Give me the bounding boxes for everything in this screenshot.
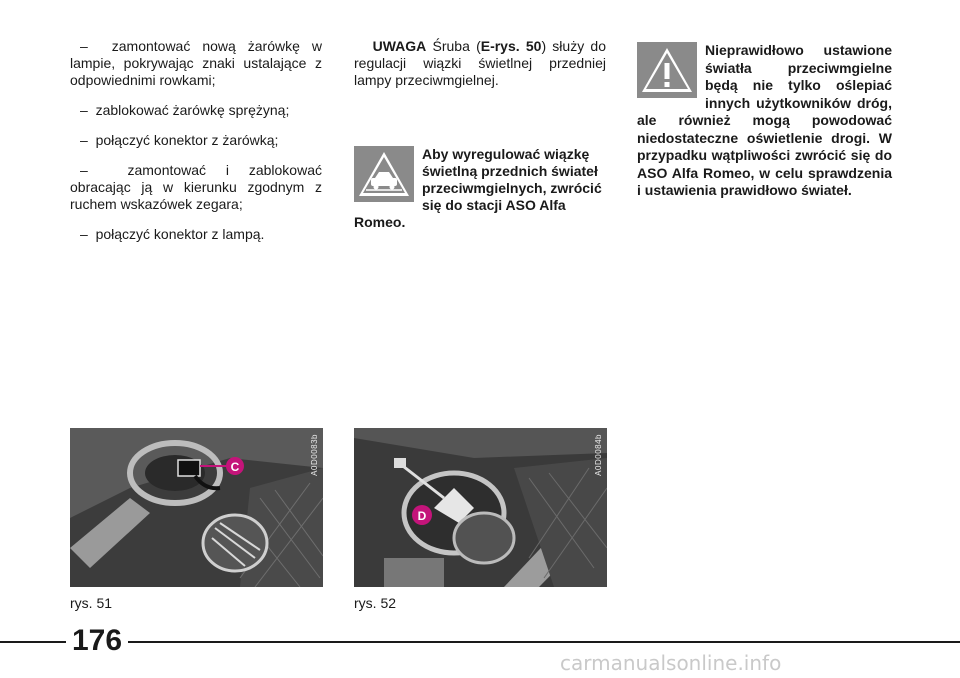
page-footer-rule — [0, 641, 960, 643]
figure-52-photo — [354, 428, 607, 587]
page-number: 176 — [66, 624, 128, 658]
note-paragraph: UWAGA Śruba (E-rys. 50) służy do regulacji wiązki świetlnej przedniej lampy przeciwmgielnej. — [354, 38, 606, 88]
fog-light-adjuster-illustration — [354, 428, 607, 587]
warning-triangle-icon — [637, 42, 697, 98]
step-item: – zamontować nową żarówkę w lampie, pokrywając znaki ustalające z odpowiednimi rowkami; — [70, 38, 322, 88]
bulb-connector-illustration — [70, 428, 323, 587]
step-item: – połączyć konektor z lampą. — [80, 226, 265, 242]
watermark: carmanualsonline.info — [560, 651, 782, 675]
marker-d: D — [417, 509, 427, 523]
figure-caption: rys. 51 — [70, 595, 113, 611]
figure-51-photo — [70, 428, 323, 587]
note-label: UWAGA — [372, 38, 427, 54]
step-item: – połączyć konektor z żarówką; — [80, 132, 279, 148]
fog-light-warning-icon — [354, 146, 414, 202]
fog-light-warning: Aby wyregulować wiązkę świetlną przednich świateł przeciwmgielnych, zwrócić się do stacji ASO Alfa Romeo. — [354, 146, 602, 230]
figure-code: A0D0083b — [310, 434, 319, 476]
step-item: – zablokować żarówkę sprężyną; — [80, 102, 290, 118]
alignment-warning: Nieprawidłowo ustawione światła przeciwmgielne będą nie tylko oślepiać innych użytkowników dróg, ale również mogą powodować niedostateczne oświetlenie drogi. W przypadku wątpliwości zwrócić się do ASO Alfa Romeo, w celu sprawdzenia i ustawienia prawidłowo świateł. — [637, 42, 892, 198]
figure-reference: E-rys. 50 — [480, 38, 542, 54]
step-item: – zamontować i zablokować obracając ją w kierunku zgodnym z ruchem wskazówek zegara; — [70, 162, 322, 212]
marker-c: C — [230, 460, 240, 474]
instruction-list — [70, 38, 322, 256]
figure-caption: rys. 52 — [354, 595, 397, 611]
figure-code: A0D0084b — [594, 434, 603, 476]
